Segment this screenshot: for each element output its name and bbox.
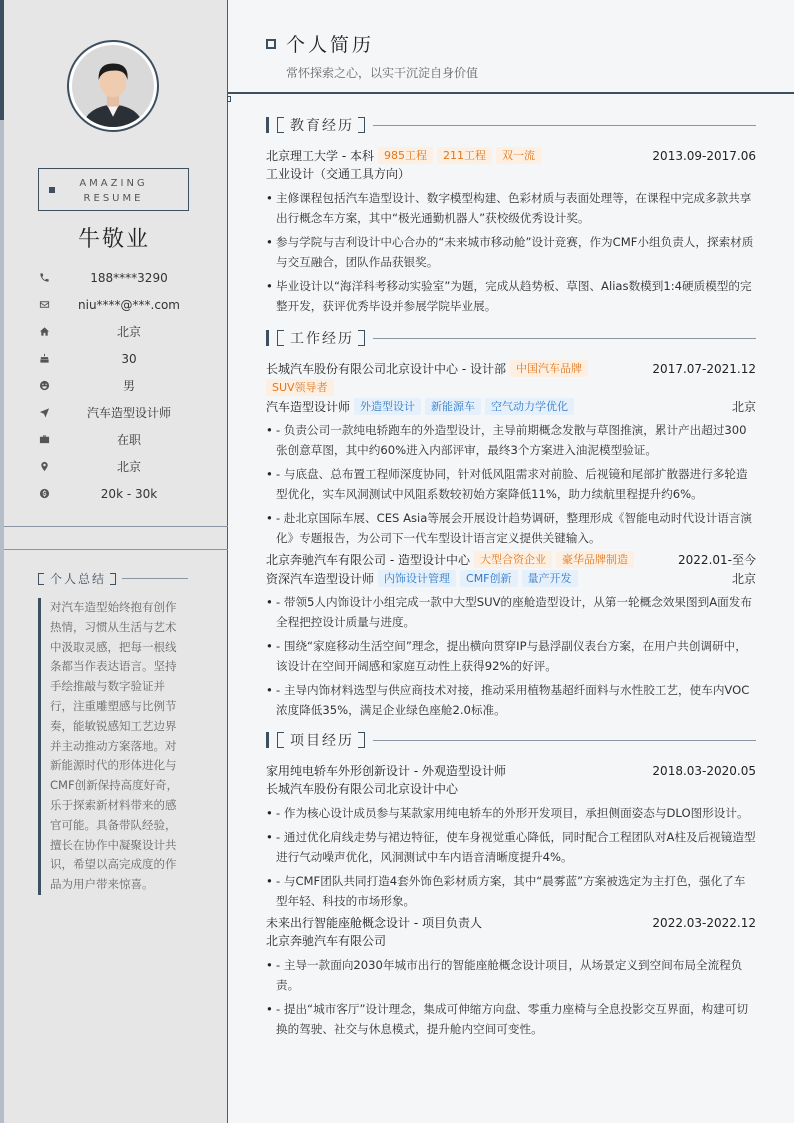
- age-value: 30: [121, 351, 137, 366]
- salary-value: 20k - 30k: [100, 486, 158, 501]
- work-header-row: [266, 550, 756, 569]
- info-phone: [36, 264, 206, 291]
- role-name: 汽车造型设计师: [266, 400, 351, 414]
- work-role-row: [266, 397, 756, 416]
- page-title-text: 个人简历: [286, 34, 375, 56]
- email-address: niu****@***.com: [78, 297, 180, 312]
- page-subtitle: 常怀探索之心，以实干沉淀自身价值: [286, 66, 479, 80]
- heading-bar: [266, 117, 269, 133]
- work-bullet: • - 主导内饰材料选型与供应商技术对接，推动采用植物基超纤面料与水性胶工艺，使车内VOC浓度降低35%，满足企业绿色座舱2.0标准。: [266, 680, 756, 720]
- location-pin-icon: [36, 459, 52, 475]
- badge-square-icon: [49, 187, 55, 193]
- info-email: [36, 291, 206, 318]
- project-name: 家用纯电轿车外形创新设计 - 外观造型设计师: [266, 764, 506, 778]
- residence-city: 北京: [116, 325, 141, 339]
- heading-bar: [266, 732, 269, 748]
- education-section: [266, 116, 756, 316]
- header-rule: [228, 92, 794, 94]
- project-bullet: • - 作为核心设计成员参与某款家用纯电轿车的外形开发项目，承担侧面姿态与DLO图形设计。: [266, 803, 756, 823]
- work-entry: [266, 550, 756, 720]
- company-name: 北京奔驰汽车有限公司 - 造型设计中心: [266, 553, 470, 567]
- phone-number: 188****3290: [90, 270, 168, 285]
- company-tag: 大型合资企业: [474, 551, 552, 568]
- bracket-right-icon: [358, 732, 365, 748]
- work-bullet: • - 围绕“家庭移动生活空间”理念，提出横向贯穿IP与悬浮副仪表台方案，在用户共创调研中，该设计在空间开阔感和家庭互动性上获得92%的好评。: [266, 636, 756, 676]
- work-bullet: • - 负责公司一款纯电轿跑车的外造型设计，主导前期概念发散与草图推演，累计产出超过300张创意草图，其中约60%进入内部评审，最终3个方案进入油泥模型验证。: [266, 420, 756, 460]
- company-tag: 中国汽车品牌: [510, 360, 588, 377]
- candidate-name: 牛敬业: [77, 227, 150, 252]
- heading-rule: [373, 125, 756, 126]
- work-heading: [266, 329, 756, 347]
- avatar-photo: [72, 45, 154, 127]
- heading-rule: [373, 740, 756, 741]
- work-header-row: [266, 359, 756, 378]
- heading-rule: [373, 338, 756, 339]
- info-target-city: [36, 453, 206, 480]
- education-heading: [266, 116, 756, 134]
- work-city: 北京: [731, 572, 756, 586]
- role-tag: 内饰设计管理: [378, 570, 456, 587]
- work-heading-label: 工作经历: [290, 331, 354, 347]
- role-name: 资深汽车造型设计师: [266, 572, 375, 586]
- work-bullet: • - 带领5人内饰设计小组完成一款中大型SUV的座舱造型设计，从第一轮概念效果图到A面发布全程把控设计质量与进度。: [266, 592, 756, 632]
- projects-section: [266, 731, 756, 1039]
- project-header-row: [266, 761, 756, 780]
- summary-heading: [38, 570, 188, 587]
- gender-value: 男: [122, 379, 135, 393]
- mail-icon: [36, 297, 52, 313]
- info-salary: [36, 480, 206, 507]
- bracket-left-icon: [277, 117, 284, 133]
- role-tag: 外造型设计: [354, 398, 421, 415]
- project-org: 长城汽车股份有限公司北京设计中心: [266, 782, 459, 796]
- info-gender: [36, 372, 206, 399]
- status-value: 在职: [116, 433, 141, 447]
- school-tag: 双一流: [496, 147, 541, 164]
- work-bullet: • - 与底盘、总布置工程师深度协同，针对低风阻需求对前脸、后视镜和尾部扩散器进行多轮造型优化，实车风洞测试中风阻系数较初始方案降低11%，助力续航里程提升约6%。: [266, 464, 756, 504]
- role-tag: 新能源车: [425, 398, 481, 415]
- position-value: 汽车造型设计师: [86, 406, 171, 420]
- work-entry: [266, 359, 756, 548]
- work-bullet: • - 赴北京国际车展、CES Asia等展会开展设计趋势调研，整理形成《智能电动时代设计语言演化》专题报告，为公司下一代车型设计语言定义提供关键输入。: [266, 508, 756, 548]
- avatar: [67, 40, 159, 132]
- info-status: [36, 426, 206, 453]
- page-title: [266, 30, 374, 57]
- sidebar-divider-bottom: [4, 549, 228, 550]
- education-header-row: [266, 146, 756, 165]
- badge-line-1: AMAZING: [79, 178, 148, 189]
- project-date: 2018.03-2020.05: [652, 763, 756, 778]
- bracket-right-icon: [358, 330, 365, 346]
- sidebar: [0, 0, 228, 1123]
- info-age: [36, 345, 206, 372]
- major-name: 工业设计（交通工具方向）: [266, 167, 411, 181]
- education-bullet: • 主修课程包括汽车造型设计、数字模型构建、色彩材质与表面处理等，在课程中完成多款共享出行概念车方案，其中“极光通勤机器人”获校级优秀设计奖。: [266, 188, 756, 228]
- send-icon: [36, 405, 52, 421]
- work-date: 2022.01-至今: [678, 553, 756, 567]
- projects-heading-label: 项目经历: [290, 733, 354, 749]
- home-icon: [36, 324, 52, 340]
- company-name: 长城汽车股份有限公司北京设计中心 - 设计部: [266, 362, 506, 376]
- role-tag: 空气动力学优化: [485, 398, 574, 415]
- projects-heading: [266, 731, 756, 749]
- bracket-left-icon: [38, 573, 44, 585]
- education-bullet: • 毕业设计以“海洋科考移动实验室”为题，完成从趋势板、草图、Alias数模到1:4硬质模型的完整开发，获评优秀毕设并参展学院毕业展。: [266, 276, 756, 316]
- project-name: 未来出行智能座舱概念设计 - 项目负责人: [266, 916, 482, 930]
- info-residence: [36, 318, 206, 345]
- work-section: [266, 329, 756, 720]
- work-date: 2017.07-2021.12: [652, 361, 756, 376]
- project-bullet: • - 提出“城市客厅”设计理念，集成可伸缩方向盘、零重力座椅与全息投影交互界面，构建可切换的驾驶、社交与休息模式，提升舱内空间可变性。: [266, 999, 756, 1039]
- info-position: [36, 399, 206, 426]
- bracket-right-icon: [110, 573, 116, 585]
- project-entry: [266, 761, 756, 911]
- role-tag: 量产开发: [522, 570, 578, 587]
- school-name: 北京理工大学 - 本科: [266, 149, 374, 163]
- company-tag: SUV领导者: [266, 379, 334, 396]
- sidebar-edge: [0, 0, 4, 1123]
- sidebar-edge-accent: [0, 0, 4, 120]
- summary-heading-rule: [122, 578, 188, 579]
- target-city-value: 北京: [116, 460, 141, 474]
- badge-line-2: RESUME: [83, 193, 144, 204]
- heading-bar: [266, 330, 269, 346]
- bracket-left-icon: [277, 732, 284, 748]
- briefcase-icon: [36, 432, 52, 448]
- header-rule-marker: [227, 96, 231, 102]
- education-entry: [266, 146, 756, 316]
- school-tag: 985工程: [378, 147, 433, 164]
- money-icon: [36, 486, 52, 502]
- work-tag-row: [266, 378, 756, 397]
- work-city: 北京: [731, 400, 756, 414]
- education-date: 2013.09-2017.06: [652, 148, 756, 163]
- sidebar-divider-top: [4, 526, 228, 527]
- education-bullet: • 参与学院与吉利设计中心合办的“未来城市移动舱”设计竞赛，作为CMF小组负责人，探索材质与交互融合，团队作品获银奖。: [266, 232, 756, 272]
- personal-info-list: [36, 264, 206, 507]
- project-date: 2022.03-2022.12: [652, 915, 756, 930]
- project-bullet: • - 与CMF团队共同打造4套外饰色彩材质方案，其中“晨雾蓝”方案被选定为主打色，强化了车型年轻、科技的市场形象。: [266, 871, 756, 911]
- phone-icon: [36, 270, 52, 286]
- summary-heading-label: 个人总结: [50, 572, 107, 586]
- amazing-resume-badge: [38, 168, 189, 211]
- project-bullet: • - 主导一款面向2030年城市出行的智能座舱概念设计项目，从场景定义到空间布局全流程负责。: [266, 955, 756, 995]
- school-tag: 211工程: [437, 147, 492, 164]
- role-tag: CMF创新: [460, 570, 518, 587]
- summary-text: 对汽车造型始终抱有创作热情，习惯从生活与艺术中汲取灵感，把每一根线条都当作表达语言。坚持手绘推敲与数字验证并行，注重雕塑感与比例节奏，能敏锐感知工艺边界并主动推动方案落地。对新能源时代的形体进化与CMF创新保持高度好奇，乐于探索新材料带来的感官可能。具备带队经验，擅长在协作中凝聚设计共识，希望以高完成度的作品为用户带来惊喜。: [38, 598, 186, 895]
- face-icon: [36, 378, 52, 394]
- work-role-row: [266, 569, 756, 588]
- cake-icon: [36, 351, 52, 367]
- bracket-right-icon: [358, 117, 365, 133]
- project-entry: [266, 913, 756, 1039]
- bracket-left-icon: [277, 330, 284, 346]
- title-square-icon: [266, 39, 276, 49]
- education-heading-label: 教育经历: [290, 118, 354, 134]
- company-tag: 豪华品牌制造: [556, 551, 634, 568]
- project-bullet: • - 通过优化肩线走势与裙边特征，使车身视觉重心降低，同时配合工程团队对A柱及后视镜造型进行气动噪声优化，风洞测试中车内语音清晰度提升4%。: [266, 827, 756, 867]
- project-header-row: [266, 913, 756, 932]
- project-org: 北京奔驰汽车有限公司: [266, 934, 387, 948]
